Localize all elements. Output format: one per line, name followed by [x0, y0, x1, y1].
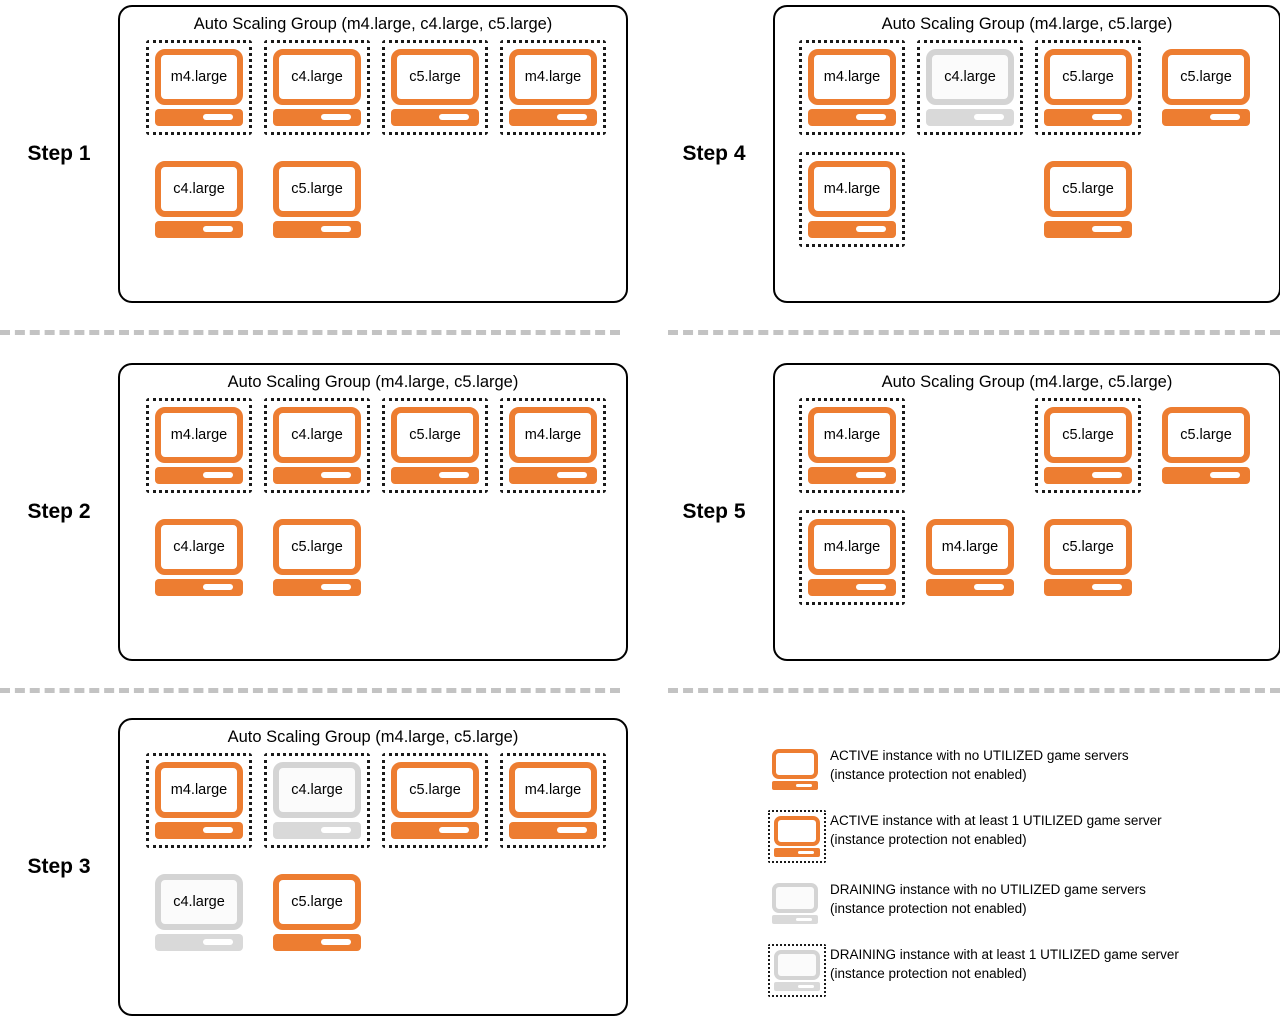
instance-cell [1147, 40, 1265, 152]
instance-monitor: c5.large [273, 519, 361, 575]
instance-c5-large[interactable] [1038, 513, 1138, 602]
step-3-instances [120, 753, 626, 977]
instance-base [155, 467, 243, 484]
step-3-block [0, 718, 628, 1016]
instance-base [1044, 579, 1132, 596]
instance-m4-large[interactable] [920, 513, 1020, 602]
instance-c5-large[interactable] [267, 155, 367, 244]
legend-line-2: (instance protection not enabled) [830, 831, 1027, 847]
instance-m4-large[interactable] [146, 398, 252, 493]
instance-base [808, 579, 896, 596]
instance-cell [1029, 40, 1147, 152]
base-icon [772, 781, 818, 790]
instance-c4-large[interactable] [264, 753, 370, 848]
instance-base [1162, 109, 1250, 126]
base-icon [774, 982, 820, 991]
instance-monitor: m4.large [155, 49, 243, 105]
instance-c5-large[interactable] [1035, 398, 1141, 493]
instance-base [155, 109, 243, 126]
instance-monitor: c5.large [391, 407, 479, 463]
legend-item-active-unprotected [768, 745, 1268, 794]
instance-cell [140, 40, 258, 152]
draining-utilized-instance-icon [768, 944, 826, 997]
step-1-block [0, 5, 628, 303]
instance-monitor: c4.large [273, 49, 361, 105]
instance-c4-large[interactable] [264, 398, 370, 493]
instance-base [1044, 221, 1132, 238]
legend-text-wrap [830, 810, 1162, 849]
instance-monitor: c4.large [155, 874, 243, 930]
instance-base [391, 822, 479, 839]
separator-row-2-right [668, 688, 1280, 693]
instance-cell [911, 40, 1029, 152]
step-2-label: Step 2 [27, 500, 91, 523]
instance-cell-empty [911, 152, 1029, 264]
instance-cell [376, 398, 494, 510]
instance-c5-large[interactable] [1156, 43, 1256, 132]
instance-monitor: c5.large [1044, 519, 1132, 575]
legend-line-1: ACTIVE instance with at least 1 UTILIZED game server [830, 813, 1162, 828]
step-1-asg-box [118, 5, 628, 303]
instance-monitor: c5.large [273, 161, 361, 217]
legend-line-2: (instance protection not enabled) [830, 900, 1027, 916]
instance-cell [793, 398, 911, 510]
base-icon [772, 915, 818, 924]
instance-cell [793, 40, 911, 152]
separator-row-2 [0, 688, 620, 693]
instance-base [155, 221, 243, 238]
instance-monitor: m4.large [926, 519, 1014, 575]
instance-cell [140, 398, 258, 510]
legend-line-2: (instance protection not enabled) [830, 766, 1027, 782]
instance-base [273, 934, 361, 951]
instance-c4-large[interactable] [149, 868, 249, 957]
instance-c5-large[interactable] [1038, 155, 1138, 244]
instance-monitor: c5.large [1162, 407, 1250, 463]
legend-text-wrap [830, 879, 1146, 918]
instance-monitor: c5.large [1044, 407, 1132, 463]
legend-text-wrap [830, 944, 1179, 983]
instance-cell [140, 753, 258, 865]
step-4-instances [775, 40, 1279, 264]
instance-base [509, 822, 597, 839]
legend-item-draining-utilized [768, 944, 1268, 997]
step-2-instances [120, 398, 626, 622]
legend-line-1: ACTIVE instance with no UTILIZED game servers [830, 748, 1129, 763]
instance-monitor: c4.large [926, 49, 1014, 105]
instance-c4-large[interactable] [917, 40, 1023, 135]
instance-base [926, 579, 1014, 596]
step-3-label: Step 3 [27, 855, 91, 878]
instance-m4-large[interactable] [146, 40, 252, 135]
instance-cell [911, 510, 1029, 622]
instance-cell [494, 753, 612, 865]
instance-monitor: c4.large [273, 407, 361, 463]
instance-monitor: c5.large [391, 49, 479, 105]
instance-base [808, 467, 896, 484]
instance-cell [258, 40, 376, 152]
instance-monitor: c4.large [155, 519, 243, 575]
instance-base [509, 109, 597, 126]
legend-icon-wrap [768, 944, 830, 997]
instance-c5-large[interactable] [1035, 40, 1141, 135]
instance-base [273, 579, 361, 596]
separator-row-1 [0, 330, 620, 335]
legend-item-draining-unutilized [768, 879, 1268, 928]
active-instance-icon [768, 745, 822, 794]
step-3-asg-title: Auto Scaling Group (m4.large, c5.large) [227, 728, 519, 746]
instance-cell [494, 398, 612, 510]
step-2-asg-title: Auto Scaling Group (m4.large, c5.large) [227, 373, 519, 391]
instance-base [273, 822, 361, 839]
instance-cell [1029, 398, 1147, 510]
step-2-asg-box [118, 363, 628, 661]
instance-base [155, 579, 243, 596]
instance-c5-large[interactable] [382, 398, 488, 493]
instance-c5-large[interactable] [267, 868, 367, 957]
instance-m4-large[interactable] [500, 40, 606, 135]
instance-cell [793, 152, 911, 264]
legend-icon-wrap [768, 745, 830, 794]
instance-m4-large[interactable] [500, 398, 606, 493]
step-4-asg-box [773, 5, 1280, 303]
instance-base [1044, 467, 1132, 484]
instance-monitor: c4.large [155, 161, 243, 217]
instance-c4-large[interactable] [149, 155, 249, 244]
instance-monitor: m4.large [808, 49, 896, 105]
instance-monitor: c5.large [1044, 49, 1132, 105]
instance-base [1162, 467, 1250, 484]
instance-c5-large[interactable] [382, 753, 488, 848]
instance-m4-large[interactable] [799, 398, 905, 493]
instance-base [808, 109, 896, 126]
instance-monitor: m4.large [808, 161, 896, 217]
instance-cell [494, 40, 612, 152]
instance-cell [258, 753, 376, 865]
step-1-instances [120, 40, 626, 264]
step-5-block [655, 363, 1280, 661]
step-5-instances [775, 398, 1279, 622]
active-utilized-instance-icon [768, 810, 826, 863]
instance-base [273, 467, 361, 484]
separator-row-1-right [668, 330, 1280, 335]
instance-monitor: m4.large [509, 49, 597, 105]
instance-base [155, 822, 243, 839]
instance-monitor: c5.large [1162, 49, 1250, 105]
monitor-icon [772, 883, 818, 913]
step-5-label: Step 5 [682, 500, 746, 523]
instance-monitor: m4.large [509, 407, 597, 463]
instance-monitor: m4.large [155, 762, 243, 818]
instance-cell [140, 865, 258, 977]
instance-cell [1147, 398, 1265, 510]
instance-monitor: m4.large [155, 407, 243, 463]
instance-monitor: m4.large [808, 519, 896, 575]
instance-cell [140, 152, 258, 264]
instance-cell [376, 753, 494, 865]
instance-cell [140, 510, 258, 622]
instance-cell [376, 40, 494, 152]
legend-line-2: (instance protection not enabled) [830, 965, 1027, 981]
instance-cell-empty [1147, 510, 1265, 622]
step-1-asg-title: Auto Scaling Group (m4.large, c4.large, c5.large) [193, 15, 553, 33]
legend-icon-wrap [768, 810, 830, 863]
instance-cell [258, 510, 376, 622]
instance-monitor: m4.large [509, 762, 597, 818]
step-5-asg-title: Auto Scaling Group (m4.large, c5.large) [881, 373, 1173, 391]
instance-m4-large[interactable] [799, 40, 905, 135]
instance-monitor: c5.large [273, 874, 361, 930]
instance-monitor: m4.large [808, 407, 896, 463]
instance-cell [258, 152, 376, 264]
instance-c5-large[interactable] [267, 513, 367, 602]
base-icon [774, 848, 820, 857]
instance-base [391, 109, 479, 126]
instance-c4-large[interactable] [149, 513, 249, 602]
instance-m4-large[interactable] [146, 753, 252, 848]
instance-base [273, 109, 361, 126]
legend [768, 745, 1268, 1013]
instance-c5-large[interactable] [382, 40, 488, 135]
instance-cell [793, 510, 911, 622]
instance-cell [258, 398, 376, 510]
instance-cell-empty [1147, 152, 1265, 264]
instance-base [155, 934, 243, 951]
step-4-asg-title: Auto Scaling Group (m4.large, c5.large) [881, 15, 1173, 33]
step-1-label: Step 1 [27, 142, 91, 165]
step-3-asg-box [118, 718, 628, 1016]
instance-cell-empty [911, 398, 1029, 510]
draining-instance-icon [768, 879, 822, 928]
legend-icon-wrap [768, 879, 830, 928]
instance-monitor: c4.large [273, 762, 361, 818]
step-4-label: Step 4 [682, 142, 746, 165]
step-4-block [655, 5, 1280, 303]
instance-cell [1029, 152, 1147, 264]
legend-line-1: DRAINING instance with no UTILIZED game servers [830, 882, 1146, 897]
legend-item-active-utilized [768, 810, 1268, 863]
instance-base [273, 221, 361, 238]
instance-base [509, 467, 597, 484]
instance-cell [258, 865, 376, 977]
instance-c4-large[interactable] [264, 40, 370, 135]
instance-c5-large[interactable] [1156, 401, 1256, 490]
instance-monitor: c5.large [1044, 161, 1132, 217]
instance-base [808, 221, 896, 238]
instance-m4-large[interactable] [799, 152, 905, 247]
legend-line-1: DRAINING instance with at least 1 UTILIZED game server [830, 947, 1179, 962]
monitor-icon [772, 749, 818, 779]
step-2-block [0, 363, 628, 661]
instance-base [391, 467, 479, 484]
instance-m4-large[interactable] [799, 510, 905, 605]
instance-monitor: c5.large [391, 762, 479, 818]
instance-base [926, 109, 1014, 126]
monitor-icon [774, 816, 820, 846]
instance-base [1044, 109, 1132, 126]
legend-text-wrap [830, 745, 1129, 784]
step-5-asg-box [773, 363, 1280, 661]
instance-m4-large[interactable] [500, 753, 606, 848]
instance-cell [1029, 510, 1147, 622]
monitor-icon [774, 950, 820, 980]
